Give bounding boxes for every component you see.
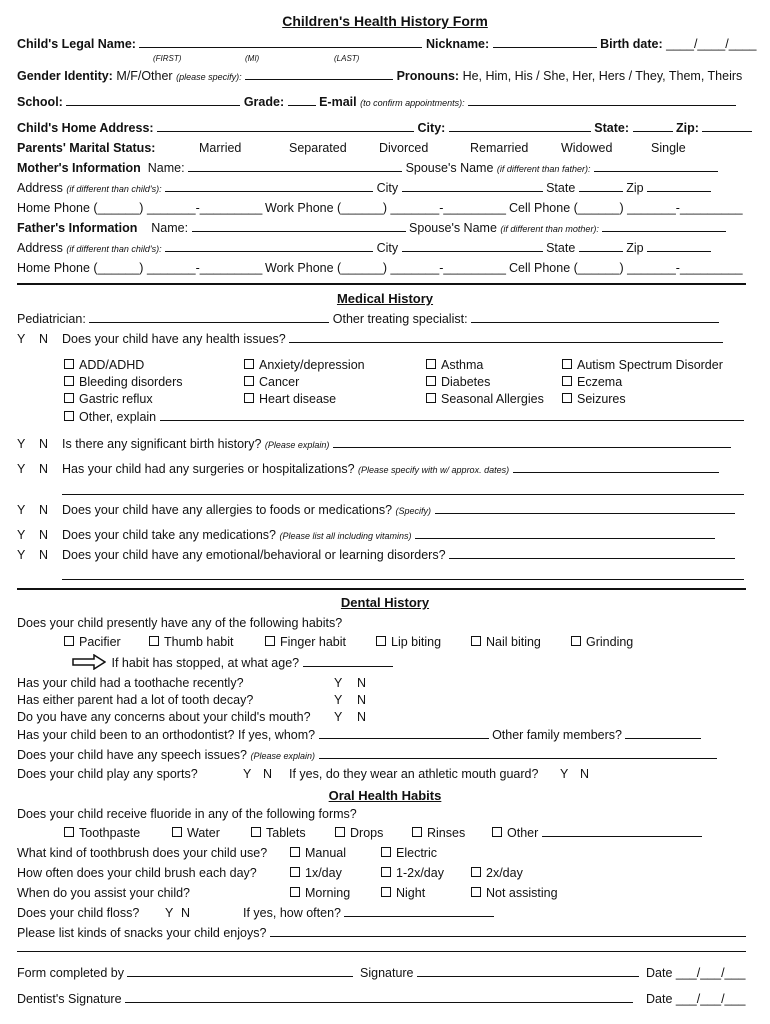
checkbox-icon <box>426 376 436 386</box>
sports-question: Does your child play any sports? <box>17 767 198 781</box>
checkbox-icon <box>426 393 436 403</box>
floss-frequency-field[interactable] <box>344 906 494 917</box>
dentist-signature-field[interactable] <box>125 992 633 1003</box>
father-home-phone[interactable]: Home Phone (______) _______-_________ <box>17 261 263 275</box>
checkbox-icon <box>64 376 74 386</box>
state-label: State: <box>594 121 630 135</box>
date-label: Date <box>646 966 673 980</box>
surgery-field[interactable] <box>513 462 719 473</box>
allergy-question <box>62 503 735 517</box>
gender-row <box>17 69 746 83</box>
assist-checkbox[interactable] <box>381 886 425 900</box>
specialist-label: Other treating specialist: <box>332 312 468 326</box>
checkbox-icon <box>172 827 182 837</box>
frequency-label: 2x/day <box>486 866 523 880</box>
mother-spouse-label: Spouse's Name <box>405 161 494 175</box>
checkbox-icon <box>290 867 300 877</box>
fluoride-other-field[interactable] <box>542 826 702 837</box>
toothbrush-checkbox[interactable] <box>381 846 437 860</box>
checkbox-icon <box>251 827 261 837</box>
snacks-row <box>17 926 746 940</box>
no-option[interactable]: N <box>181 906 191 920</box>
date-label: Date <box>646 992 673 1006</box>
fluoride-label: Toothpaste <box>79 826 141 840</box>
mother-name-label: Name: <box>147 161 185 175</box>
fluoride-checkbox[interactable] <box>172 826 220 840</box>
birth-history-question <box>62 437 731 451</box>
checkbox-icon <box>64 827 74 837</box>
mother-name-field[interactable] <box>188 161 402 172</box>
section-divider <box>17 951 746 952</box>
dentist-date-row <box>646 992 745 1006</box>
habit-label: Thumb habit <box>164 635 234 649</box>
completed-by-label: Form completed by <box>17 966 124 980</box>
habits-question: Does your child presently have any of the following habits? <box>17 616 343 630</box>
habit-label: Grinding <box>586 635 634 649</box>
snacks-label: Please list kinds of snacks your child enjoys? <box>17 926 267 940</box>
father-zip-field[interactable] <box>647 241 711 252</box>
speech-row <box>17 748 717 762</box>
father-cell-phone[interactable]: Cell Phone (______) _______-_________ <box>509 261 743 275</box>
allergy-label: Does your child have any allergies to foods or medications? <box>62 503 393 517</box>
orthodontist-row <box>17 728 701 742</box>
medical-heading: Medical History <box>336 291 434 306</box>
checkbox-icon <box>562 359 572 369</box>
emotional-field-line2[interactable] <box>62 569 744 580</box>
allergy-field[interactable] <box>435 503 735 514</box>
father-address-field[interactable] <box>165 241 373 252</box>
mother-name-row <box>17 161 746 175</box>
habit-checkbox[interactable] <box>265 635 346 649</box>
surgery-field-line2[interactable] <box>62 484 744 495</box>
pediatrician-field[interactable] <box>89 312 329 323</box>
surgery-question <box>62 462 719 476</box>
signature-row <box>360 966 639 980</box>
mother-zip-field[interactable] <box>647 181 711 192</box>
state-label: State <box>546 241 576 255</box>
oral-heading: Oral Health Habits <box>328 788 442 803</box>
checkbox-icon <box>244 376 254 386</box>
checkbox-icon <box>64 359 74 369</box>
assist-label: Night <box>396 886 426 900</box>
arrow-right-icon <box>72 654 106 670</box>
toothbrush-question: What kind of toothbrush does your child use? <box>17 846 268 860</box>
yes-option[interactable]: Y <box>334 710 343 724</box>
fluoride-checkbox[interactable] <box>335 826 383 840</box>
floss-frequency-label: If yes, how often? <box>243 906 341 920</box>
condition-label: Heart disease <box>259 392 337 406</box>
medications-question <box>62 528 715 542</box>
no-option[interactable]: N <box>357 693 367 707</box>
other-family-field[interactable] <box>625 728 701 739</box>
birth-date-label: Birth date: <box>600 37 663 51</box>
school-label: School: <box>17 95 63 109</box>
checkbox-icon <box>562 393 572 403</box>
other-family-label: Other family members? <box>492 728 622 742</box>
condition-checkbox[interactable] <box>244 358 365 372</box>
condition-label: Seasonal Allergies <box>441 392 544 406</box>
surgery-hint: (Please specify with w/ approx. dates) <box>358 465 510 475</box>
marital-label: Parents' Marital Status: <box>17 141 156 155</box>
marital-option[interactable]: Widowed <box>561 141 613 155</box>
condition-checkbox[interactable] <box>426 358 483 372</box>
condition-label: Eczema <box>577 375 623 389</box>
father-name-label: Name: <box>151 221 189 235</box>
signature-field[interactable] <box>417 966 639 977</box>
completed-by-row <box>17 966 353 980</box>
father-label: Father's Information <box>17 221 138 235</box>
father-work-phone[interactable]: Work Phone (______) _______-_________ <box>265 261 506 275</box>
frequency-checkbox[interactable] <box>471 866 523 880</box>
checkbox-icon <box>244 359 254 369</box>
checkbox-icon <box>471 887 481 897</box>
frequency-label: 1x/day <box>305 866 342 880</box>
medications-hint: (Please list all including vitamins) <box>279 531 412 541</box>
yes-option[interactable]: Y <box>17 548 26 562</box>
toothbrush-label: Electric <box>396 846 437 860</box>
birth-date-field[interactable]: ____/____/____ <box>666 37 757 51</box>
fluoride-checkbox[interactable] <box>492 826 702 840</box>
school-field[interactable] <box>66 95 240 106</box>
condition-label: Seizures <box>577 392 626 406</box>
floss-question: Does your child floss? <box>17 906 140 920</box>
email-hint: (to confirm appointments): <box>360 98 465 108</box>
father-name-field[interactable] <box>192 221 406 232</box>
yes-option[interactable]: Y <box>334 693 343 707</box>
yes-option[interactable]: Y <box>334 676 343 690</box>
condition-checkbox[interactable] <box>562 392 626 406</box>
habit-label: Lip biting <box>391 635 442 649</box>
dentist-signature-label: Dentist's Signature <box>17 992 122 1006</box>
address-hint: (if different than child's): <box>66 244 162 254</box>
no-option[interactable]: N <box>39 462 49 476</box>
condition-label: Gastric reflux <box>79 392 153 406</box>
emotional-label: Does your child have any emotional/behavioral or learning disorders? <box>62 548 446 562</box>
marital-option[interactable]: Married <box>199 141 242 155</box>
frequency-checkbox[interactable] <box>381 866 444 880</box>
condition-label: Bleeding disorders <box>79 375 183 389</box>
yes-option[interactable]: Y <box>560 767 569 781</box>
father-spouse-label: Spouse's Name <box>409 221 497 235</box>
last-name-hint: (LAST) <box>334 54 360 63</box>
date-row <box>646 966 745 980</box>
speech-field[interactable] <box>319 748 717 759</box>
section-divider <box>17 588 746 590</box>
state-field[interactable] <box>633 121 673 132</box>
assist-label: Not assisting <box>486 886 558 900</box>
other-explain-label: Other, explain <box>79 410 157 424</box>
father-spouse-field[interactable] <box>602 221 726 232</box>
marital-option[interactable]: Remarried <box>470 141 529 155</box>
condition-label: Cancer <box>259 375 300 389</box>
fluoride-checkbox[interactable] <box>64 826 140 840</box>
condition-label: Asthma <box>441 358 484 372</box>
condition-label: Anxiety/depression <box>259 358 365 372</box>
snacks-field[interactable] <box>270 926 746 937</box>
frequency-label: 1-2x/day <box>396 866 444 880</box>
orthodontist-field[interactable] <box>319 728 489 739</box>
middle-initial-hint: (MI) <box>245 54 260 63</box>
pronouns-label: Pronouns: <box>396 69 460 83</box>
father-name-row <box>17 221 746 235</box>
gender-label: Gender Identity: <box>17 69 113 83</box>
yes-option[interactable]: Y <box>17 437 26 451</box>
condition-checkbox[interactable] <box>64 358 144 372</box>
checkbox-icon <box>381 867 391 877</box>
dentist-signature-row <box>17 992 633 1006</box>
checkbox-icon <box>265 636 275 646</box>
pediatrician-row <box>17 312 746 326</box>
section-divider <box>17 283 746 285</box>
mother-spouse-hint: (if different than father): <box>496 164 591 174</box>
email-label: E-mail <box>319 95 357 109</box>
mother-spouse-field[interactable] <box>594 161 718 172</box>
health-issues-field[interactable] <box>289 332 723 343</box>
yes-option[interactable]: Y <box>17 503 26 517</box>
city-label: City: <box>417 121 446 135</box>
habit-checkbox[interactable] <box>64 635 121 649</box>
pronouns-value: He, Him, His / She, Her, Hers / They, Them, Theirs <box>462 69 743 83</box>
grade-label: Grade: <box>243 95 285 109</box>
completed-by-field[interactable] <box>127 966 353 977</box>
condition-checkbox[interactable] <box>244 392 336 406</box>
state-label: State <box>546 181 576 195</box>
habit-label: Finger habit <box>280 635 347 649</box>
fluoride-label: Tablets <box>266 826 306 840</box>
birth-history-field[interactable] <box>333 437 731 448</box>
other-explain-field[interactable] <box>160 410 744 421</box>
habit-stopped-field[interactable] <box>303 656 393 667</box>
fluoride-checkbox[interactable] <box>251 826 306 840</box>
father-city-field[interactable] <box>402 241 543 252</box>
birth-history-hint: (Please explain) <box>264 440 330 450</box>
no-option[interactable]: N <box>39 528 49 542</box>
gender-field[interactable] <box>245 69 393 80</box>
child-name-row <box>17 37 757 51</box>
condition-label: ADD/ADHD <box>79 358 145 372</box>
dentist-date-field[interactable]: ___/___/___ <box>675 992 746 1006</box>
checkbox-icon <box>412 827 422 837</box>
health-issues-question <box>62 332 723 346</box>
condition-label: Diabetes <box>441 375 491 389</box>
marital-option[interactable]: Divorced <box>379 141 429 155</box>
legal-name-label: Child's Legal Name: <box>17 37 136 51</box>
frequency-checkbox[interactable] <box>290 866 342 880</box>
habit-checkbox[interactable] <box>471 635 541 649</box>
address-label: Address <box>17 241 63 255</box>
condition-checkbox[interactable] <box>64 392 153 406</box>
birth-history-label: Is there any significant birth history? <box>62 437 262 451</box>
habit-label: Pacifier <box>79 635 121 649</box>
mother-label: Mother's Information <box>17 161 141 175</box>
habit-stopped-label: If habit has stopped, at what age? <box>111 656 300 670</box>
yes-option[interactable]: Y <box>243 767 252 781</box>
pediatrician-label: Pediatrician: <box>17 312 86 326</box>
specialist-field[interactable] <box>471 312 719 323</box>
address-label: Address <box>17 181 63 195</box>
zip-field[interactable] <box>702 121 752 132</box>
mother-cell-phone[interactable]: Cell Phone (______) _______-_________ <box>509 201 743 215</box>
assist-question: When do you assist your child? <box>17 886 191 900</box>
mother-home-phone[interactable]: Home Phone (______) _______-_________ <box>17 201 263 215</box>
checkbox-icon <box>381 847 391 857</box>
orthodontist-label: Has your child been to an orthodontist? If yes, whom? <box>17 728 316 742</box>
nickname-label: Nickname: <box>425 37 490 51</box>
condition-checkbox[interactable] <box>426 375 490 389</box>
city-field[interactable] <box>449 121 591 132</box>
no-option[interactable]: N <box>39 548 49 562</box>
city-label: City <box>376 181 399 195</box>
habit-checkbox[interactable] <box>376 635 441 649</box>
assist-checkbox[interactable] <box>471 886 558 900</box>
school-row <box>17 95 746 109</box>
email-field[interactable] <box>468 95 736 106</box>
condition-checkbox[interactable] <box>244 375 299 389</box>
yes-option[interactable]: Y <box>17 528 26 542</box>
zip-label: Zip <box>626 241 644 255</box>
dental-heading: Dental History <box>340 595 430 610</box>
marital-option[interactable]: Single <box>651 141 686 155</box>
fluoride-label: Rinses <box>427 826 466 840</box>
first-name-hint: (FIRST) <box>153 54 182 63</box>
medications-label: Does your child take any medications? <box>62 528 277 542</box>
address-row <box>17 121 746 135</box>
toothache-question: Has your child had a toothache recently? <box>17 676 244 690</box>
signature-label: Signature <box>360 966 414 980</box>
speech-hint: (Please explain) <box>250 751 316 761</box>
grade-field[interactable] <box>288 95 316 106</box>
checkbox-icon <box>571 636 581 646</box>
other-condition-checkbox[interactable] <box>64 410 744 424</box>
no-option[interactable]: N <box>357 710 367 724</box>
surgery-label: Has your child had any surgeries or hospitalizations? <box>62 462 355 476</box>
condition-checkbox[interactable] <box>64 375 183 389</box>
habit-stopped-row <box>72 654 393 670</box>
fluoride-label: Drops <box>350 826 384 840</box>
date-field[interactable]: ___/___/___ <box>675 966 746 980</box>
no-option[interactable]: N <box>39 332 49 346</box>
condition-checkbox[interactable] <box>426 392 544 406</box>
gender-hint: (please specify): <box>176 72 242 82</box>
no-option[interactable]: N <box>580 767 590 781</box>
checkbox-icon <box>64 636 74 646</box>
condition-checkbox[interactable] <box>562 358 723 372</box>
yes-option[interactable]: Y <box>17 462 26 476</box>
zip-label: Zip <box>626 181 644 195</box>
assist-checkbox[interactable] <box>290 886 350 900</box>
concerns-question: Do you have any concerns about your child's mouth? <box>17 710 311 724</box>
marital-option[interactable]: Separated <box>289 141 347 155</box>
fluoride-label: Other <box>507 826 539 840</box>
allergy-hint: (Specify) <box>395 506 432 516</box>
checkbox-icon <box>290 887 300 897</box>
address-label: Child's Home Address: <box>17 121 154 135</box>
city-label: City <box>376 241 399 255</box>
checkbox-icon <box>381 887 391 897</box>
condition-label: Autism Spectrum Disorder <box>577 358 723 372</box>
checkbox-icon <box>335 827 345 837</box>
checkbox-icon <box>471 636 481 646</box>
fluoride-label: Water <box>187 826 220 840</box>
medications-field[interactable] <box>415 528 715 539</box>
address-field[interactable] <box>157 121 414 132</box>
floss-frequency-row <box>243 906 494 920</box>
checkbox-icon <box>426 359 436 369</box>
no-option[interactable]: N <box>39 503 49 517</box>
toothbrush-label: Manual <box>305 846 346 860</box>
toothbrush-checkbox[interactable] <box>290 846 346 860</box>
decay-question: Has either parent had a lot of tooth decay? <box>17 693 254 707</box>
assist-label: Morning <box>305 886 351 900</box>
form-title: Children's Health History Form <box>282 13 488 29</box>
mouth-guard-question: If yes, do they wear an athletic mouth guard? <box>289 767 539 781</box>
yes-option[interactable]: Y <box>165 906 174 920</box>
fluoride-checkbox[interactable] <box>412 826 465 840</box>
condition-checkbox[interactable] <box>562 375 622 389</box>
mother-state-field[interactable] <box>579 181 623 192</box>
father-address-row <box>17 241 746 255</box>
fluoride-question: Does your child receive fluoride in any of the following forms? <box>17 807 357 821</box>
brush-frequency-question: How often does your child brush each day? <box>17 866 257 880</box>
no-option[interactable]: N <box>39 437 49 451</box>
zip-label: Zip: <box>675 121 699 135</box>
mother-address-row <box>17 181 746 195</box>
checkbox-icon <box>149 636 159 646</box>
legal-name-field[interactable] <box>139 37 422 48</box>
emotional-question <box>62 548 735 562</box>
father-state-field[interactable] <box>579 241 623 252</box>
gender-value: M/F/Other <box>116 69 173 83</box>
checkbox-icon <box>64 393 74 403</box>
no-option[interactable]: N <box>357 676 367 690</box>
checkbox-icon <box>244 393 254 403</box>
speech-label: Does your child have any speech issues? <box>17 748 247 762</box>
health-issues-label: Does your child have any health issues? <box>62 332 286 346</box>
habit-checkbox[interactable] <box>149 635 233 649</box>
checkbox-icon <box>376 636 386 646</box>
habit-checkbox[interactable] <box>571 635 633 649</box>
checkbox-icon <box>492 827 502 837</box>
mother-address-field[interactable] <box>165 181 373 192</box>
checkbox-icon <box>562 376 572 386</box>
checkbox-icon <box>64 411 74 421</box>
address-hint: (if different than child's): <box>66 184 162 194</box>
mother-work-phone[interactable]: Work Phone (______) _______-_________ <box>265 201 506 215</box>
checkbox-icon <box>471 867 481 877</box>
checkbox-icon <box>290 847 300 857</box>
no-option[interactable]: N <box>263 767 273 781</box>
emotional-field[interactable] <box>449 548 735 559</box>
yes-option[interactable]: Y <box>17 332 26 346</box>
nickname-field[interactable] <box>493 37 597 48</box>
mother-city-field[interactable] <box>402 181 543 192</box>
father-spouse-hint: (if different than mother): <box>500 224 599 234</box>
habit-label: Nail biting <box>486 635 541 649</box>
